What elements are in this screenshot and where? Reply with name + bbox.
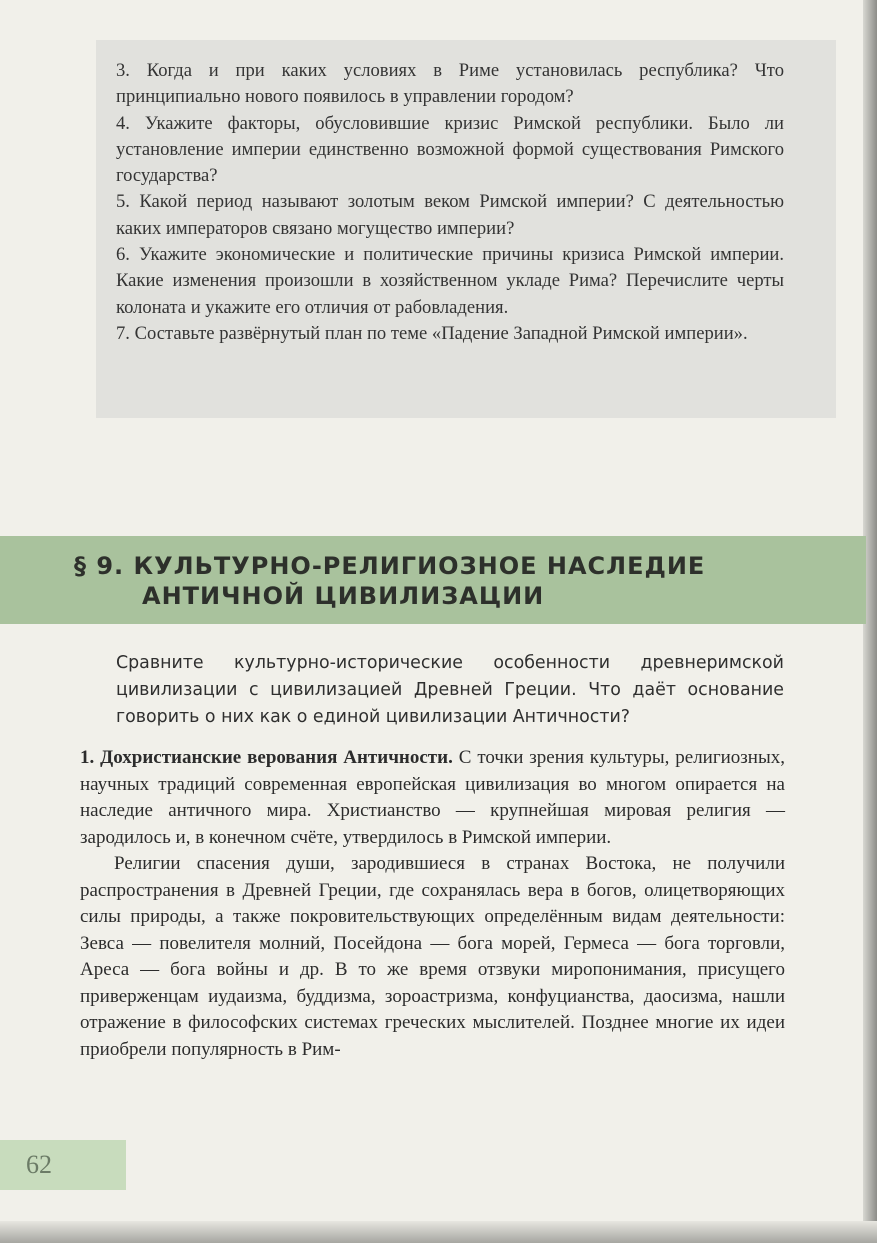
question-6: 6. Укажите экономические и политические причины кризиса Римской империи. Какие изменения произошли в хозяйственном укладе Рима? Перечислите черты колоната и укажите его отличия от рабовладения. — [116, 244, 784, 318]
paragraph-2: Религии спасения души, зародившиеся в странах Востока, не получили распространения в Древней Греции, где сохранялась вера в богов, олицетворяющих силы природы, а также покровительствующих определённым видам деятельности: Зевса — повелителя молний, Посейдона — бога морей, Гермеса — бога торговли, Ареса — бога войны и др. В то же время отзвуки миропонимания, присущего приверженцам иудаизма, буддизма, зороастризма, конфуцианства, даосизма, нашли отражение в философских системах греческих мыслителей. Позднее многие их идеи приобрели популярность в Рим- — [80, 853, 785, 1060]
paragraph-1 — [80, 745, 785, 851]
section-title-line1: § 9. КУЛЬТУРНО-РЕЛИГИОЗНОЕ НАСЛЕДИЕ — [74, 552, 706, 580]
review-questions — [116, 58, 784, 347]
page-number-box — [0, 1140, 126, 1190]
question-5: 5. Какой период называют золотым веком Римской империи? С деятельностью каких императоров связано могущество империи? — [116, 191, 784, 239]
subsection-heading: 1. Дохристианские верования Античности. — [80, 747, 453, 768]
page-bottom-edge — [0, 1221, 877, 1243]
question-3: 3. Когда и при каких условиях в Риме установилась республика? Что принципиально нового появилось в управлении городом? — [116, 60, 784, 108]
section-title-line2: АНТИЧНОЙ ЦИВИЛИЗАЦИИ — [142, 582, 545, 610]
question-7: 7. Составьте развёрнутый план по теме «Падение Западной Римской империи». — [116, 322, 748, 344]
section-title — [74, 551, 774, 611]
section-intro-question: Сравните культурно-исторические особенности древнеримской цивилизации с цивилизацией Древней Греции. Что даёт основание говорить о них как о единой цивилизации Античности? — [116, 653, 784, 727]
section-body — [80, 745, 785, 1063]
question-4: 4. Укажите факторы, обусловившие кризис Римской республики. Было ли установление империи единственно возможной формой существования Римского государства? — [116, 112, 784, 187]
paragraph-1-text: С точки зрения культуры, религиозных, научных традиций современная европейская цивилизация во многом опирается на наследие античного мира. Христианство — крупнейшая мировая религия — зародилось и, в конечном счёте, утвердилось в Римской империи. — [80, 747, 785, 848]
page-number: 62 — [26, 1150, 52, 1179]
